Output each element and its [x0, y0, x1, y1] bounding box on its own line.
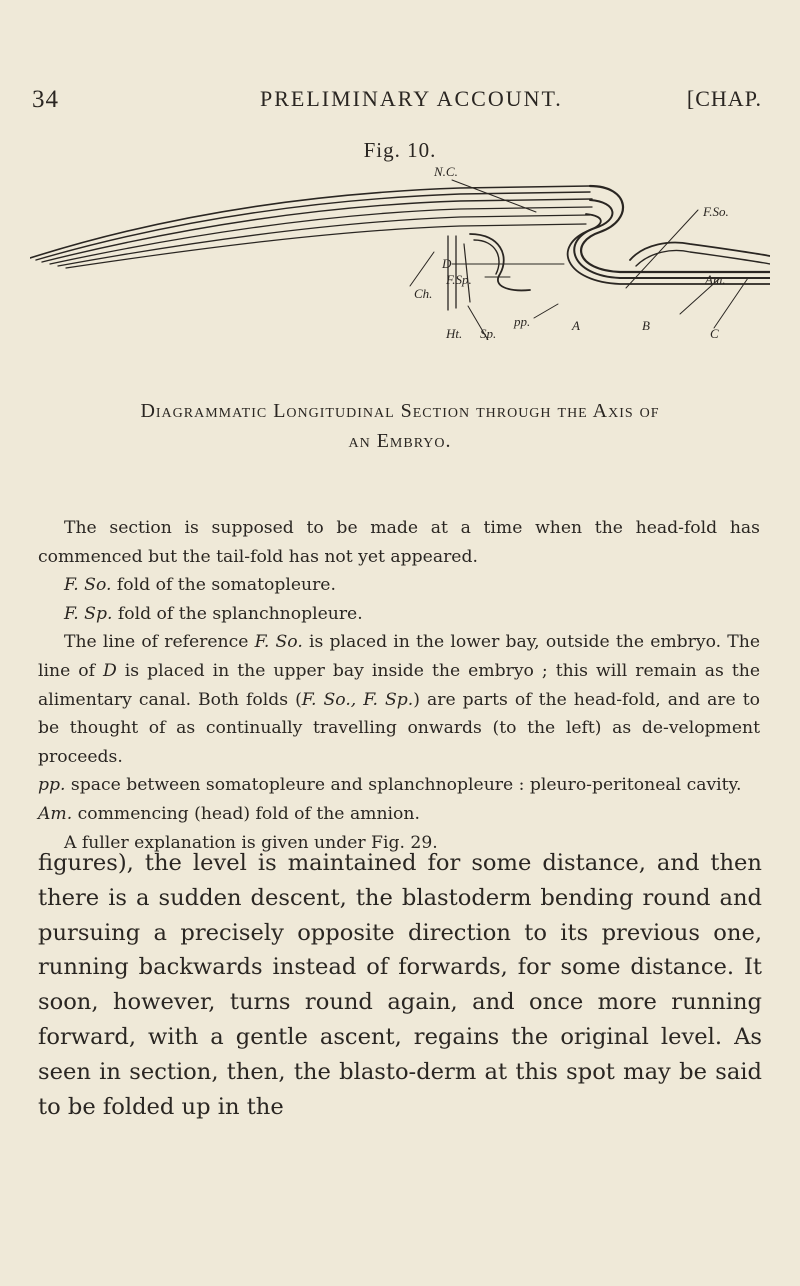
note-fuller: A fuller explanation is given under Fig. 29. [64, 832, 438, 853]
head-fold-middle [574, 200, 770, 278]
figure-caption [40, 396, 760, 456]
note-pp-text: space between somatopleure and splanchnopleure : pleuro-peritoneal cavity. [65, 775, 742, 796]
figure-label: Fig. 10. [363, 138, 437, 162]
somatopleure-band-1 [30, 186, 590, 258]
note-am [38, 800, 760, 829]
embryo-section-diagram [30, 160, 770, 340]
label-ht: Ht. [446, 326, 463, 340]
note-reference-term-3: F. So., F. Sp. [301, 689, 414, 710]
leader-pp [534, 304, 558, 318]
note-fsp-term: F. Sp. [64, 603, 113, 624]
label-pp: pp. [514, 314, 531, 329]
splanchnic-loop-inner [474, 240, 499, 274]
running-header [32, 86, 762, 122]
running-title: PRELIMINARY ACCOUNT. [260, 86, 563, 111]
splanchnic-loop [470, 234, 530, 290]
label-d: D [442, 256, 452, 271]
leader-nc [452, 180, 536, 212]
note-reference-part-2: is placed in the lower bay, outside the embryo. The line of [38, 632, 760, 681]
note-reference [38, 628, 760, 771]
figure-notes [38, 514, 760, 857]
amnion-fold [630, 243, 770, 260]
note-reference-part-1: The line of reference [64, 632, 255, 653]
chapter-marker: [CHAP. [686, 86, 762, 111]
label-fsp: F.Sp. [446, 272, 472, 287]
leader-fso [626, 210, 698, 288]
note-fso [38, 571, 760, 600]
note-fsp-text: fold of the splanchnopleure. [112, 603, 363, 624]
label-am: Am. [705, 272, 726, 287]
caption-line-2: an Embryo. [348, 430, 452, 452]
note-fso-text: fold of the somatopleure. [111, 575, 336, 596]
label-c: C [710, 326, 719, 340]
label-sp: Sp. [480, 326, 497, 340]
note-reference-part-3: is placed in the upper bay inside the embryo ; this will remain as the alimentary canal. Both folds ( [38, 660, 760, 710]
body-text [38, 846, 762, 1124]
note-am-text: commencing (head) fold of the amnion. [72, 803, 420, 824]
page-number: 34 [32, 86, 59, 113]
splanchnopleure-band-3 [66, 224, 586, 268]
note-reference-term-2: D [102, 660, 117, 681]
label-nc: N.C. [434, 164, 458, 179]
leader-ch [410, 252, 434, 286]
label-a: A [572, 318, 580, 333]
note-fso-term: F. So. [64, 575, 112, 596]
body-paragraph: figures), the level is maintained for some distance, and then there is a sudden descent, the blastoderm bending round and pursuing a precisely opposite direction to its previous one, running backwards instead of forwards, for some distance. It soon, however, turns round again, and once more running forward, with a gentle ascent, regains the original level. As seen in section, then, the blasto-derm at this spot may be said to be folded up in the [38, 850, 762, 1120]
note-reference-part-4: ) are parts of the head-fold, and are to be thought of as continually travelling onwards (to the left) as de-velopment proceeds. [38, 689, 760, 767]
label-b: B [642, 318, 650, 333]
label-ch: Ch. [414, 286, 433, 301]
note-reference-term-1: F. So. [254, 632, 303, 653]
note-pp-term: pp. [38, 775, 66, 796]
embryo-section-figure [30, 160, 770, 340]
note-fsp [38, 600, 760, 629]
note-am-term: Am. [38, 803, 73, 824]
note-intro: The section is supposed to be made at a time when the head-fold has commenced but the tail-fold has not yet appeared. [38, 518, 760, 567]
note-pp [38, 771, 760, 800]
caption-line-1: Diagrammatic Longitudinal Section through the Axis of [140, 400, 660, 422]
label-fso: F.So. [703, 204, 729, 219]
